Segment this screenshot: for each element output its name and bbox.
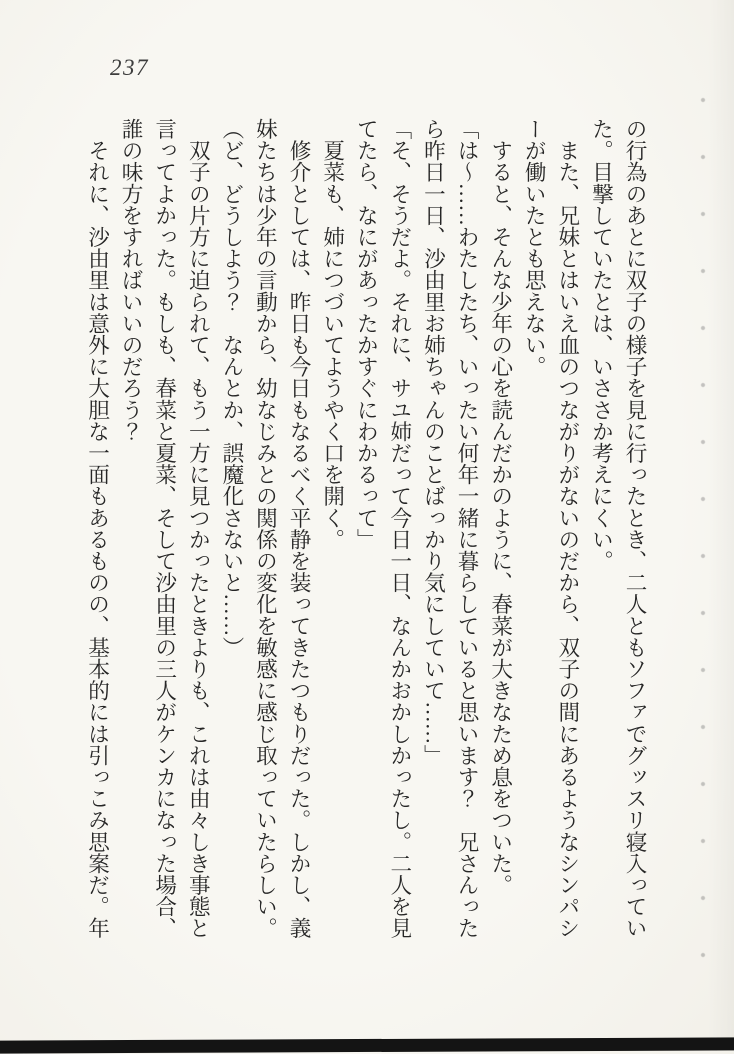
text-column: （ど、どうしよう？ なんとか、誤魔化さないと……） [219,118,244,658]
scan-edge-bar [0,1037,734,1053]
text-column: それに、沙由里は意外に大胆な一面もあるものの、基本的には引っこみ思案だ。年 [85,118,110,939]
text-column: 「そ、そうだよ。それに、サユ姉だって今日一日、なんかおかしかったし。二人を見 [387,118,412,939]
text-column: すると、そんな少年の心を読んだかのように、春菜が大きなため息をついた。 [488,118,513,896]
page-number: 237 [110,55,149,80]
scan-edge-shade [708,0,734,1050]
text-column: 誰の味方をすればいいのだろう？ [119,118,144,442]
text-column: また、兄妹とはいえ血のつながりがないのだから、双子の間にあるようなシンパシ [555,118,580,939]
text-column: 「は～……わたしたち、いったい何年一緒に暮らしていると思います？ 兄さんった [455,118,480,939]
text-column: 言ってよかった。もしも、春菜と夏菜、そして沙由里の三人がケンカになった場合、 [152,118,177,939]
text-column: 修介としては、昨日も今日もなるべく平静を装ってきたつもりだった。しかし、義 [287,118,312,939]
text-column: ら昨日一日、沙由里お姉ちゃんのことばっかり気にしていて……」 [421,118,446,766]
text-column: 妹たちは少年の言動から、幼なじみとの関係の変化を敏感に感じ取っていたらしい。 [253,118,278,939]
text-column: た。目撃していたとは、いささか考えにくい。 [589,118,614,572]
text-column: ーが働いたとも思えない。 [522,118,547,378]
text-column: の行為のあとに双子の様子を見に行ったとき、二人ともソファでグッスリ寝入ってい [623,118,647,939]
text-column: 夏菜も、姉につづいてようやく口を開く。 [320,118,345,550]
novel-text-block [79,118,651,948]
scan-speckles [699,95,707,1005]
text-column: てたら、なにがあったかすぐにわかるって」 [354,118,379,550]
text-column: 双子の片方に迫られて、もう一方に見つかったときよりも、これは由々しき事態と [186,118,211,939]
